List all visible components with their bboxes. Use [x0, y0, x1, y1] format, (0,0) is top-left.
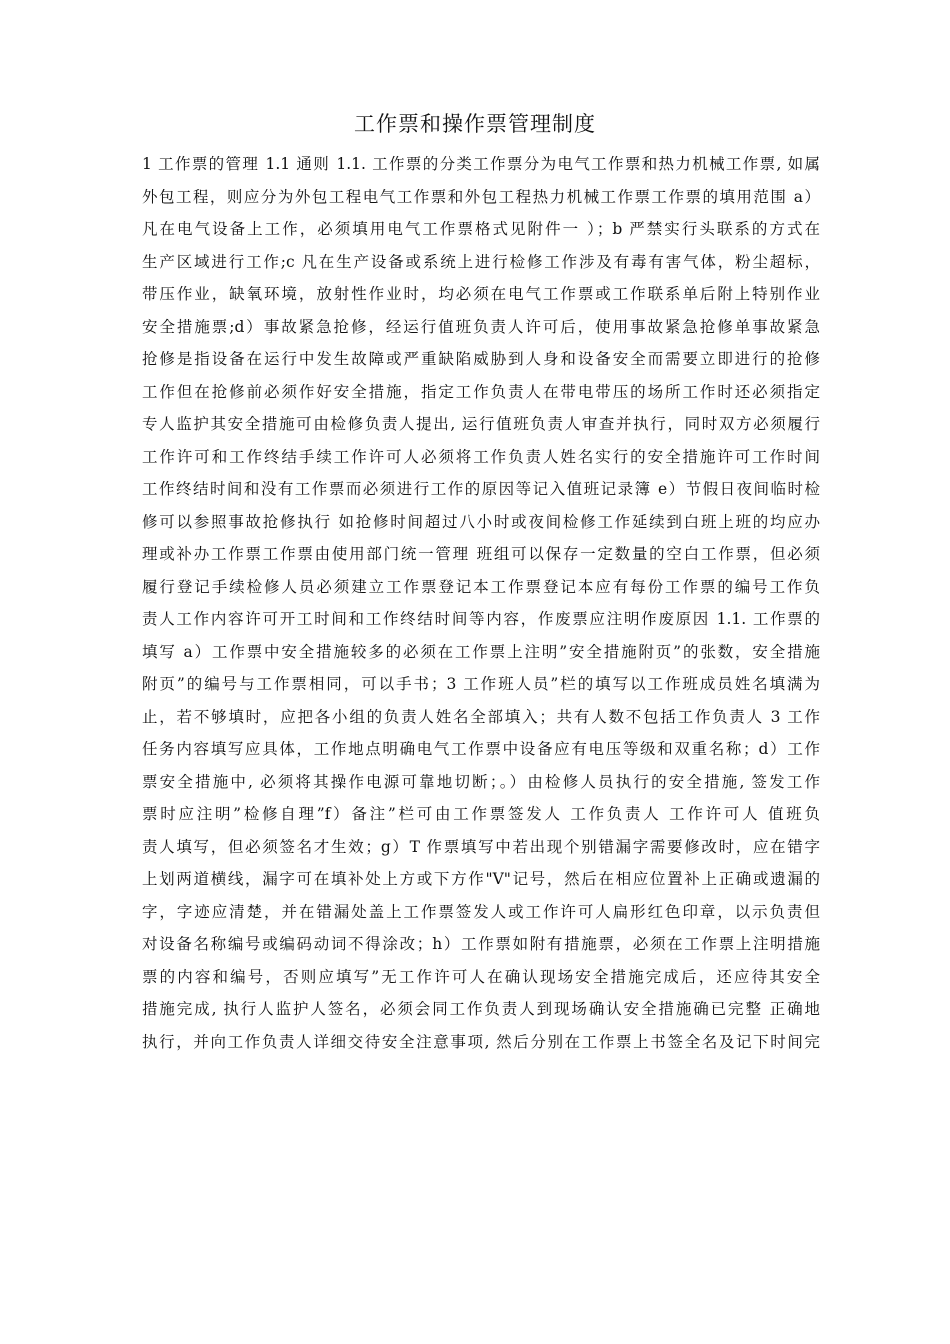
text-line: 字，字迹应清楚，并在错漏处盖上工作票签发人或工作许可人扁形红色印章，以示负责但: [142, 902, 820, 921]
text-line: 工作但在抢修前必须作好安全措施，指定工作负责人在带电带压的场所工作时还必须指定: [142, 382, 820, 401]
text-line: 票的内容和编号，否则应填写”无工作许可人在确认现场安全措施完成后，还应待其安全: [142, 967, 820, 986]
text-line: 附页”的编号与工作票相同，可以手书；3 工作班人员”栏的填写以工作班成员姓名填满为: [142, 675, 820, 693]
text-line: 外包工程，则应分为外包工程电气工作票和外包工程热力机械工作票工作票的填用范围 a）: [142, 187, 820, 206]
text-line: 票安全措施中, 必须将其操作电源可靠地切断；。）由检修人员执行的安全措施, 签发工作: [142, 772, 820, 791]
text-line: 止，若不够填时，应把各小组的负责人姓名全部填入；共有人数不包括工作负责人 3 工作: [142, 707, 820, 726]
text-line: 安全措施票;d）事故紧急抢修，经运行值班负责人许可后，使用事故紧急抢修单事故紧急: [142, 317, 820, 336]
document-title: 工作票和操作票管理制度: [354, 112, 596, 136]
text-line: 填写 a）工作票中安全措施较多的必须在工作票上注明”安全措施附页”的张数，安全措施: [142, 642, 820, 661]
text-line: 凡在电气设备上工作，必须填用电气工作票格式见附件一 ）；b 严禁实行头联系的方式在: [142, 220, 820, 238]
text-line: 票时应注明”检修自理”f）备注”栏可由工作票签发人 工作负责人 工作许可人 值班负: [142, 805, 820, 823]
document-body: [142, 148, 820, 1058]
text-line: 上划两道横线，漏字可在填补处上方或下方作"V"记号，然后在相应位置补上正确或遗漏的: [142, 870, 820, 888]
text-line: 任务内容填写应具体，工作地点明确电气工作票中设备应有电压等级和双重名称；d）工作: [142, 740, 820, 758]
text-line: 1 工作票的管理 1.1 通则 1.1. 工作票的分类工作票分为电气工作票和热力机械工作票, 如属: [142, 155, 820, 173]
text-line: 生产区域进行工作;c 凡在生产设备或系统上进行检修工作涉及有毒有害气体，粉尘超标，: [142, 252, 820, 271]
text-line: 工作许可和工作终结手续工作许可人必须将工作负责人姓名实行的安全措施许可工作时间: [142, 447, 820, 466]
text-line: 带压作业，缺氧环境，放射性作业时，均必须在电气工作票或工作联系单后附上特别作业: [142, 285, 820, 303]
text-line: 对设备名称编号或编码动词不得涂改；h）工作票如附有措施票，必须在工作票上注明措施: [142, 935, 820, 953]
text-line: 工作终结时间和没有工作票而必须进行工作的原因等记入值班记录簿 e）节假日夜间临时检: [142, 480, 820, 498]
text-line: 责人填写，但必须签名才生效；g）T 作票填写中若出现个别错漏字需要修改时，应在错字: [142, 837, 820, 856]
text-line: 理或补办工作票工作票由使用部门统一管理 班组可以保存一定数量的空白工作票，但必须: [142, 545, 820, 563]
text-line: 抢修是指设备在运行中发生故障或严重缺陷威胁到人身和设备安全而需要立即进行的抢修: [142, 350, 820, 368]
text-line: 修可以参照事故抢修执行 如抢修时间超过八小时或夜间检修工作延续到白班上班的均应办: [142, 512, 820, 531]
text-line: 责人工作内容许可开工时间和工作终结时间等内容，作废票应注明作废原因 1.1. 工作票的: [142, 610, 820, 628]
text-line: 措施完成, 执行人监护人签名，必须会同工作负责人到现场确认安全措施确已完整 正确地: [142, 1000, 820, 1018]
text-line: 专人监护其安全措施可由检修负责人提出, 运行值班负责人审查并执行，同时双方必须履行: [142, 415, 820, 433]
text-line: 执行，并向工作负责人详细交待安全注意事项, 然后分别在工作票上书签全名及记下时间完: [142, 1032, 820, 1051]
text-line: 履行登记手续检修人员必须建立工作票登记本工作票登记本应有每份工作票的编号工作负: [142, 577, 820, 596]
